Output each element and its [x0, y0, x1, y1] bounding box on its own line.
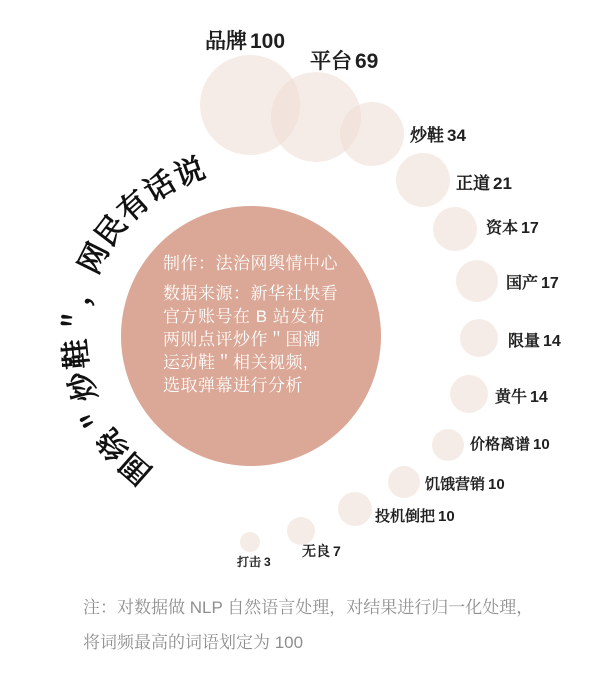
bubble-投机倒把	[338, 492, 372, 526]
footnote-line-1: 注：对数据做 NLP 自然语言处理，对结果进行归一化处理，	[83, 598, 534, 617]
credit-source-5: 选取弹幕进行分析	[163, 376, 303, 395]
bubble-价格离谱	[432, 429, 464, 461]
curved-title: 围绕＂炒鞋＂，网民有话说	[58, 151, 211, 491]
bubble-label-品牌: 品牌 100	[205, 30, 286, 53]
bubble-正道	[396, 153, 450, 207]
bubble-资本	[433, 207, 477, 251]
bubble-label-价格离谱: 价格离谱 10	[470, 436, 550, 453]
credit-source-2: 官方账号在 B 站发布	[163, 307, 326, 326]
credit-source-3: 两则点评炒作＂国潮	[163, 330, 321, 349]
bubble-label-限量: 限量 14	[508, 333, 561, 350]
bubble-黄牛	[450, 375, 488, 413]
bubble-限量	[460, 319, 498, 357]
bubble-国产	[456, 260, 498, 302]
bubble-label-炒鞋: 炒鞋 34	[410, 126, 466, 145]
bubble-饥饿营销	[388, 466, 420, 498]
bubble-炒鞋	[340, 102, 404, 166]
bubble-无良	[287, 517, 315, 545]
bubble-打击	[240, 532, 260, 552]
bubble-label-打击: 打击 3	[237, 555, 271, 569]
bubble-label-平台: 平台 69	[310, 50, 379, 73]
credit-source-4: 运动鞋＂相关视频,	[163, 353, 309, 372]
credit-producer: 制作：法治网舆情中心	[163, 254, 338, 273]
bubble-label-饥饿营销: 饥饿营销 10	[425, 476, 505, 493]
center-credits	[163, 252, 363, 397]
footnote-line-2: 将词频最高的词语划定为 100	[83, 633, 304, 652]
bubble-label-国产: 国产 17	[506, 275, 559, 292]
footnote	[83, 590, 563, 660]
bubble-label-正道: 正道 21	[456, 174, 512, 193]
bubble-label-投机倒把: 投机倒把 10	[375, 508, 455, 525]
credit-source-1: 数据来源：新华社快看	[163, 284, 338, 303]
bubble-label-资本: 资本 17	[486, 220, 539, 237]
bubble-label-无良: 无良 7	[302, 543, 341, 559]
bubble-label-黄牛: 黄牛 14	[495, 389, 548, 406]
